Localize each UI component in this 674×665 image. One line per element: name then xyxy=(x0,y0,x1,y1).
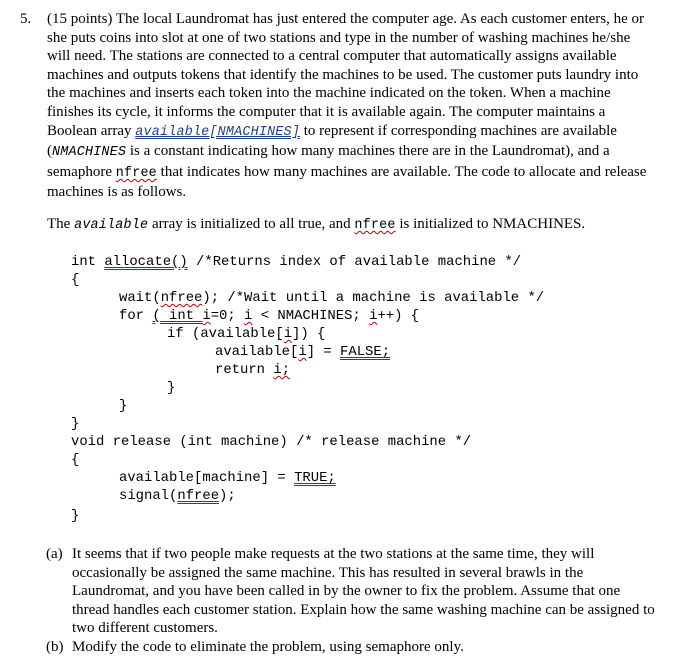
code-token: i xyxy=(369,308,378,324)
question-mid2: is a constant indicating how many machines there are in the Laundromat), and a semaphore xyxy=(47,143,610,180)
code-token: i xyxy=(202,308,211,324)
code-token: i xyxy=(244,308,253,324)
code-token: i; xyxy=(273,362,291,378)
available-array-expr: available[NMACHINES] xyxy=(135,124,301,140)
code-line-close-allocate: } xyxy=(71,416,80,432)
code-token: FALSE; xyxy=(340,344,391,360)
code-line-close-for: } xyxy=(119,398,128,414)
sub-question-text: It seems that if two people make requests at the two stations at the same time, they will occasionally be assigned the same machine. This has resulted in several brawls in the Laundromat, and you have been called in by the owner to fix the problem. Assume that one thread handles each customer station. Explain how the same washing machine can be assigned to two different customers. xyxy=(72,546,655,637)
code-line-wait xyxy=(119,289,544,307)
init-post: is initialized to NMACHINES. xyxy=(395,216,586,232)
sub-question-b xyxy=(46,638,656,657)
code-token: ] = xyxy=(306,344,341,360)
initialization-sentence xyxy=(47,215,652,236)
code-token: available[ xyxy=(215,344,299,360)
nfree-expr: nfree xyxy=(115,165,157,181)
code-token: i xyxy=(298,344,307,360)
code-token: int xyxy=(71,254,105,270)
code-token: ++) { xyxy=(377,308,420,324)
code-line-return xyxy=(215,361,290,379)
code-line-assign-false xyxy=(215,343,390,361)
code-token: ]) { xyxy=(292,326,326,342)
sub-question-a xyxy=(46,545,656,638)
question-end: that indicates how many machines are available. The code to allocate and release machines is as follows. xyxy=(47,163,647,201)
code-token: ); xyxy=(219,488,236,504)
nmachines-expr: NMACHINES xyxy=(52,145,127,161)
code-token: ( int xyxy=(152,308,203,324)
code-line-close-release: } xyxy=(71,508,80,524)
init-pre: The xyxy=(47,216,75,232)
sub-question-label: (b) xyxy=(46,638,64,655)
code-line-close-if: } xyxy=(167,380,176,396)
code-line-release-signature: void release (int machine) /* release machine */ xyxy=(71,434,472,450)
code-token: available[machine] = xyxy=(119,470,295,486)
question-number: 5. xyxy=(20,11,32,27)
code-line-if xyxy=(167,325,325,343)
code-token: TRUE; xyxy=(294,470,336,486)
code-token: wait( xyxy=(119,290,161,306)
code-line-open-brace: { xyxy=(71,272,80,288)
code-line-open-brace-release: { xyxy=(71,452,80,468)
code-line-signal xyxy=(119,487,236,505)
question-text xyxy=(47,10,652,202)
sub-question-label: (a) xyxy=(46,546,63,562)
code-token: i xyxy=(283,326,293,342)
code-token: signal( xyxy=(119,488,178,504)
code-token: nfree xyxy=(160,290,203,306)
code-token: if (available[ xyxy=(167,326,284,342)
init-nfree: nfree xyxy=(354,218,396,233)
code-token: nfree xyxy=(177,488,220,504)
init-available: available xyxy=(74,218,149,233)
code-line-allocate-signature xyxy=(71,253,521,271)
code-token: ); /*Wait until a machine is available */ xyxy=(202,290,545,306)
question-intro: (15 points) The local Laundromat has just entered the computer age. As each customer enters, he or she puts coins into slot at one of two stations and type in the number of washing machines he/she will need. The stations are connected to a central computer that automatically assigns available machines and outputs tokens that identify the machines to be used. The customer puts laundry into the machines and inserts each token into the machine indicated on the token. When a machine finishes its cycle, it informs the computer that it is available again. The computer maintains a Boolean array xyxy=(47,11,645,139)
code-token: =0; xyxy=(210,308,245,324)
code-comment: /*Returns index of available machine */ xyxy=(187,254,522,270)
sub-questions xyxy=(46,545,656,657)
code-token: < NMACHINES; xyxy=(252,308,370,324)
code-token: for xyxy=(119,308,153,324)
init-mid: array is initialized to all true, and xyxy=(148,216,355,232)
code-line-assign-true xyxy=(119,469,336,487)
sub-question-text: Modify the code to eliminate the problem, using semaphore only. xyxy=(72,638,464,655)
allocate-fn: allocate() xyxy=(104,254,188,270)
question-mid1: to represent if corresponding machines are available ( xyxy=(47,122,617,160)
code-line-for xyxy=(119,307,419,325)
code-token: return xyxy=(215,362,274,378)
